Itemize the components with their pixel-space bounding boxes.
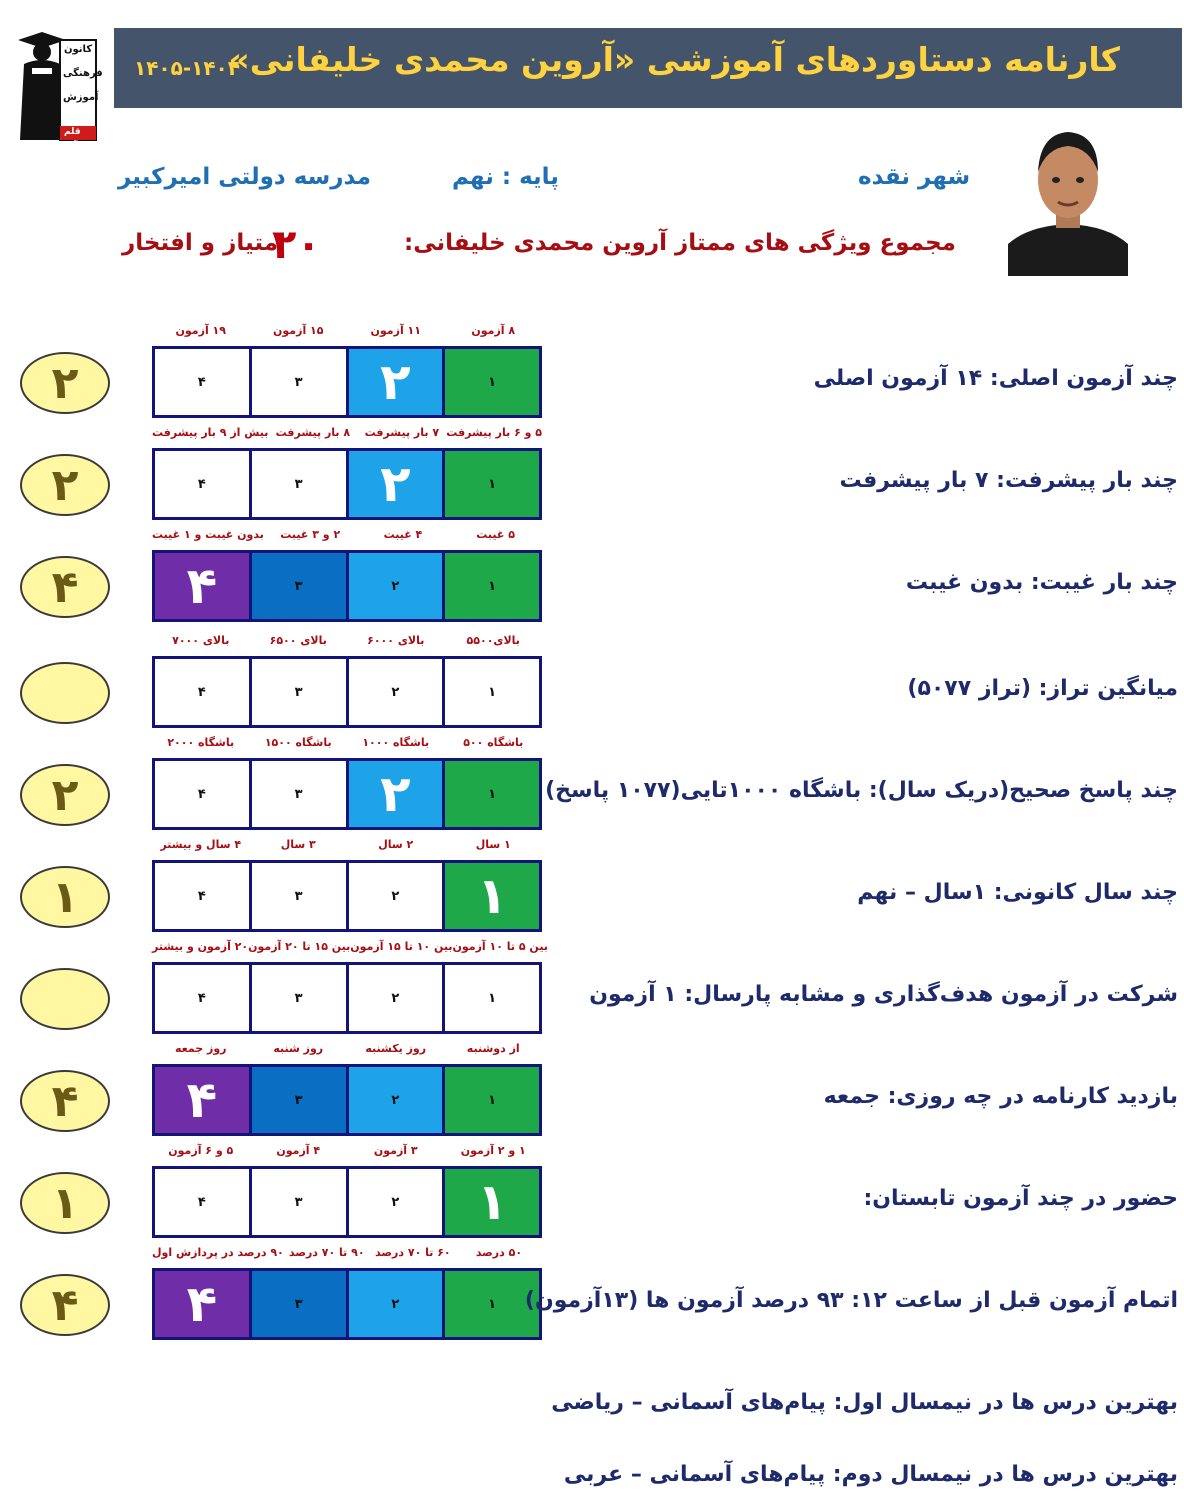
header-bar: [114, 28, 1182, 108]
rating-grid: [152, 962, 542, 1034]
column-label: باشگاه ۵۰۰: [463, 736, 524, 749]
rating-cell: ۱: [445, 553, 539, 619]
criterion-question: شرکت در آزمون هدف‌گذاری و مشابه پارسال: ۱ آزمون: [589, 982, 1178, 1007]
criterion-question: چند سال کانونی: ۱سال – نهم: [857, 880, 1178, 905]
rating-cell: ۴: [155, 659, 249, 725]
rating-cell: ۴: [155, 451, 249, 517]
score-circle: ۴: [20, 1274, 110, 1336]
rating-cell: ۴: [155, 1067, 249, 1133]
column-label: روز شنبه: [273, 1042, 324, 1055]
criterion-question: چند آزمون اصلی: ۱۴ آزمون اصلی: [813, 366, 1178, 391]
column-label: ۲ و ۳ غیبت: [280, 528, 341, 541]
rating-cell: ۲: [349, 1169, 443, 1235]
score-circle: ۱: [20, 866, 110, 928]
rating-cell: ۳: [252, 553, 346, 619]
row-column-labels: [152, 1042, 542, 1060]
rating-grid: [152, 1064, 542, 1136]
logo-text-1: کانون: [64, 44, 93, 55]
column-label: ۱۹ آزمون: [175, 324, 226, 337]
score-circle: [20, 662, 110, 724]
column-label: روز یکشنبه: [365, 1042, 427, 1055]
column-label: از دوشنبه: [466, 1042, 520, 1055]
criterion-question: چند پاسخ صحیح(دریک سال): باشگاه ۱۰۰۰تایی(۱۰۷۷ پاسخ): [545, 778, 1178, 803]
logo-text-3: آموزش: [63, 92, 99, 103]
kanoon-logo: [14, 28, 103, 147]
column-label: ۳ سال: [280, 838, 316, 851]
grade-label: پایه : نهم: [452, 164, 559, 190]
rating-cell: ۲: [349, 965, 443, 1031]
column-label: ۴ غیبت: [383, 528, 423, 541]
column-label: ۱۱ آزمون: [370, 324, 421, 337]
header-years: ۱۴۰۵-۱۴۰۴: [134, 56, 240, 80]
row-column-labels: [152, 528, 542, 546]
row-column-labels: [152, 426, 542, 444]
logo-text-4: قلم چی: [64, 127, 81, 147]
rating-cell: ۱: [445, 1271, 539, 1337]
column-label: بالای ۶۰۰۰: [367, 634, 425, 647]
rating-cell: ۴: [155, 965, 249, 1031]
column-label: ۲۰ آزمون و بیشتر: [152, 940, 249, 953]
rating-grid: [152, 860, 542, 932]
rating-cell: ۳: [252, 349, 346, 415]
rating-cell: ۲: [349, 349, 443, 415]
rating-cell: ۳: [252, 451, 346, 517]
column-label: ۱ سال: [475, 838, 511, 851]
student-avatar-icon: [1008, 114, 1128, 276]
column-label: ۶۰ تا ۷۰ درصد: [375, 1246, 451, 1259]
score-circle: ۲: [20, 352, 110, 414]
criterion-question: چند بار غیبت: بدون غیبت: [905, 570, 1178, 595]
rating-cell: ۳: [252, 659, 346, 725]
rating-cell: ۱: [445, 659, 539, 725]
column-label: بالای۵۵۰۰: [466, 634, 520, 647]
school-name: مدرسه دولتی امیرکبیر: [118, 164, 372, 190]
rating-cell: ۲: [349, 553, 443, 619]
rating-cell: ۴: [155, 349, 249, 415]
summary-unit: امتیاز و افتخار: [122, 230, 286, 256]
rating-cell: ۱: [445, 349, 539, 415]
score-circle: ۲: [20, 764, 110, 826]
column-label: بدون غیبت و ۱ غیبت: [152, 528, 264, 541]
score-circle: ۲: [20, 454, 110, 516]
rating-grid: [152, 1268, 542, 1340]
rating-grid: [152, 656, 542, 728]
rating-cell: ۲: [349, 1271, 443, 1337]
column-label: ۴ سال و بیشتر: [160, 838, 242, 851]
rating-cell: ۱: [445, 1169, 539, 1235]
row-column-labels: [152, 1144, 542, 1162]
criterion-question: بازدید کارنامه در چه روزی: جمعه: [823, 1084, 1178, 1109]
score-circle: ۴: [20, 1070, 110, 1132]
rating-cell: ۲: [349, 451, 443, 517]
column-label: روز جمعه: [174, 1042, 227, 1055]
column-label: ۵ و ۶ آزمون: [168, 1144, 234, 1157]
column-label: باشگاه ۱۰۰۰: [362, 736, 430, 749]
column-label: بین ۱۰ تا ۱۵ آزمون: [350, 940, 453, 953]
rating-cell: ۲: [349, 863, 443, 929]
rating-cell: ۴: [155, 863, 249, 929]
column-label: ۴ آزمون: [276, 1144, 321, 1157]
student-photo: [1008, 114, 1128, 276]
rating-cell: ۳: [252, 1169, 346, 1235]
score-circle: ۱: [20, 1172, 110, 1234]
rating-grid: [152, 550, 542, 622]
criterion-question: حضور در چند آزمون تابستان:: [863, 1186, 1178, 1211]
column-label: ۳ آزمون: [373, 1144, 418, 1157]
logo-text-2: فرهنگی: [63, 68, 103, 79]
score-circle: [20, 968, 110, 1030]
row-column-labels: [152, 1246, 542, 1264]
column-label: ۱۵ آزمون: [273, 324, 324, 337]
column-label: بین ۱۵ تا ۲۰ آزمون: [248, 940, 351, 953]
column-label: ۱ و ۲ آزمون: [460, 1144, 526, 1157]
rating-cell: ۱: [445, 761, 539, 827]
rating-cell: ۴: [155, 1271, 249, 1337]
rating-cell: ۱: [445, 863, 539, 929]
score-circle: ۴: [20, 556, 110, 618]
page-title: کارنامه دستاوردهای آموزشی «آروین محمدی خلیفانی»: [228, 40, 1120, 79]
rating-cell: ۳: [252, 1271, 346, 1337]
city-label: شهر نقده: [858, 164, 971, 190]
rating-grid: [152, 448, 542, 520]
rating-grid: [152, 1166, 542, 1238]
rating-cell: ۳: [252, 863, 346, 929]
rating-cell: ۴: [155, 1169, 249, 1235]
column-label: ۵۰ درصد: [475, 1246, 523, 1259]
rating-cell: ۴: [155, 761, 249, 827]
column-label: ۸ آزمون: [471, 324, 516, 337]
column-label: ۵ غیبت: [476, 528, 515, 541]
row-column-labels: [152, 634, 542, 652]
row-column-labels: [152, 324, 542, 342]
row-column-labels: [152, 736, 542, 754]
criterion-question: چند بار پیشرفت: ۷ بار پیشرفت: [839, 468, 1178, 493]
rating-cell: ۳: [252, 1067, 346, 1133]
criterion-question: میانگین تراز: (تراز ۵۰۷۷): [907, 676, 1178, 701]
column-label: بین ۵ تا ۱۰ آزمون: [452, 940, 548, 953]
column-label: بالای ۶۵۰۰: [269, 634, 327, 647]
rating-cell: ۲: [349, 659, 443, 725]
column-label: ۷ بار پیشرفت: [364, 426, 440, 439]
summary-total: ۲۰: [272, 222, 321, 268]
rating-grid: [152, 346, 542, 418]
column-label: ۹۰ تا ۷۰ درصد: [288, 1246, 365, 1259]
column-label: ۲ سال: [378, 838, 414, 851]
criterion-question: اتمام آزمون قبل از ساعت ۱۲: ۹۳ درصد آزمون ها (۱۳آزمون): [524, 1288, 1178, 1313]
rating-cell: ۴: [155, 553, 249, 619]
column-label: بیش از ۹ بار پیشرفت: [152, 426, 269, 439]
rating-grid: [152, 758, 542, 830]
column-label: ۹۰ درصد در پردازش اول: [152, 1246, 284, 1259]
best-subjects-second-term: بهترین درس ها در نیمسال دوم: پیام‌های آسمانی – عربی: [563, 1462, 1178, 1487]
column-label: باشگاه ۲۰۰۰: [167, 736, 235, 749]
rating-cell: ۲: [349, 761, 443, 827]
column-label: ۵ و ۶ بار پیشرفت: [446, 426, 542, 439]
rating-cell: ۳: [252, 761, 346, 827]
summary-label: مجموع ویژگی های ممتاز آروین محمدی خلیفانی:: [404, 230, 956, 256]
rating-cell: ۳: [252, 965, 346, 1031]
column-label: باشگاه ۱۵۰۰: [264, 736, 332, 749]
rating-cell: ۱: [445, 1067, 539, 1133]
row-column-labels: [152, 838, 542, 856]
rating-cell: ۱: [445, 451, 539, 517]
row-column-labels: [152, 940, 548, 958]
rating-cell: ۲: [349, 1067, 443, 1133]
best-subjects-first-term: بهترین درس ها در نیمسال اول: پیام‌های آسمانی – ریاضی: [551, 1390, 1178, 1415]
rating-cell: ۱: [445, 965, 539, 1031]
column-label: ۸ بار پیشرفت: [275, 426, 351, 439]
column-label: بالای ۷۰۰۰: [172, 634, 230, 647]
